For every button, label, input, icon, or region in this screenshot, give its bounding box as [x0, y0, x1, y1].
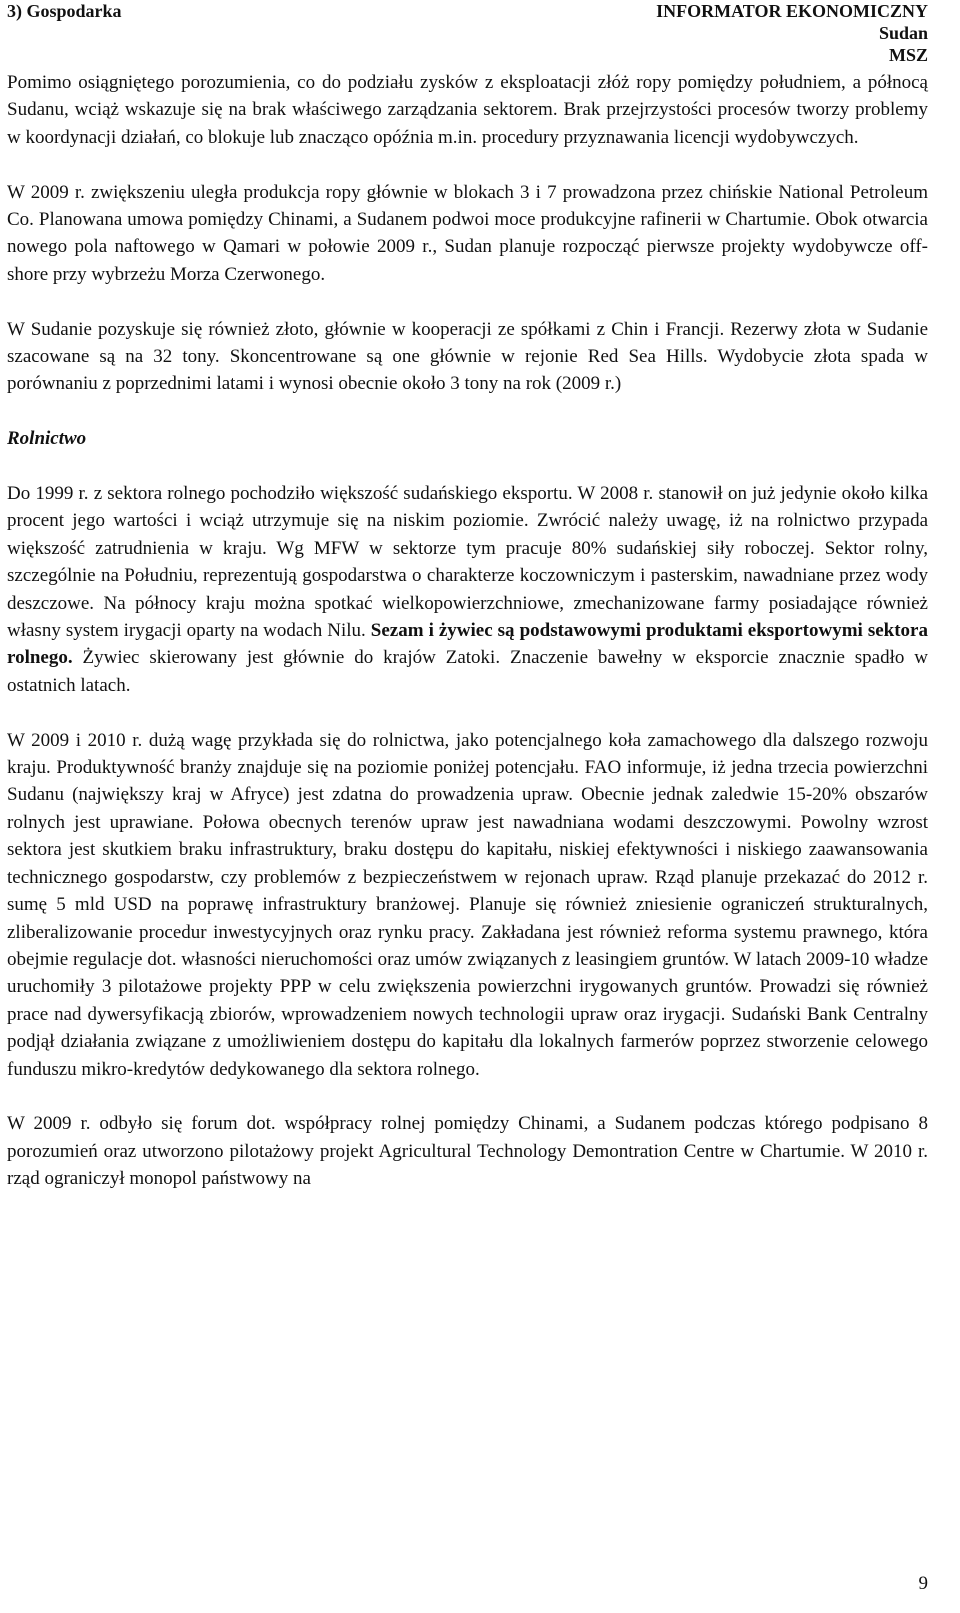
agriculture-text-part1: Do 1999 r. z sektora rolnego pochodziło większość sudańskiego eksportu. W 2008 r. stanowił on już jedynie około kilka procent jego wartości i wciąż utrzymuje się na niskim poziomie. Zwrócić należy uwagę, iż na rolnictwo przypada większość zatrudnienia w kraju. Wg MFW w sektorze tym pracuje 80% sudańskiej siły roboczej. Sektor rolny, szczególnie na Południu, reprezentują gospodarstwa o charakterze koczowniczym i pasterskim, nawadniane przez wody deszczowe. Na północy kraju można spotkać wielkopowierzchniowe, zmechanizowane farmy posiadające również własny system irygacji oparty na wodach Nilu. [7, 483, 928, 642]
page-number: 9 [918, 1573, 928, 1594]
header-ministry: MSZ [888, 45, 928, 65]
document-body [7, 69, 928, 1220]
paragraph-agriculture-development: W 2009 i 2010 r. dużą wagę przykłada się do rolnictwa, jako potencjalnego koła zamachowego dla dalszego rozwoju kraju. Produktywność branży znajduje się na poziomie poniżej potencjału. FAO informuje, iż jedna trzecia powierzchni Sudanu (największy kraj w Afryce) jest zdatna do prowadzenia upraw. Obecnie jednak zaledwie 15-20% obszarów rolnych jest uprawiane. Połowa obecnych terenów upraw jest nawadniana wodami deszczowymi. Powolny wzrost sektora jest skutkiem braku infrastruktury, braku dostępu do kapitału, niskiej efektywności i niskiego zaawansowania technicznego gospodarstw, czy problemów z bezpieczeństwem w rejonach upraw. Rząd planuje przekazać do 2012 r. sumę 5 mld USD na poprawę infrastruktury branżowej. Planuje się również zniesienie ograniczeń strukturalnych, zliberalizowanie procedur inwestycyjnych oraz rynku pracy. Zakładana jest również reforma systemu prawnego, która obejmie regulacje dot. własności nieruchomości oraz umów związanych z leasingiem gruntów. W latach 2009-10 władze uruchomiły 3 pilotażowe projekty PPP w celu zwiększenia powierzchni irygowanych gruntów. Prowadzi się również prace nad dywersyfikacją zbiorów, wprowadzeniem nowych technologii upraw oraz irygacji. Sudański Bank Centralny podjął działania związane z umożliwieniem dostępu do kapitału dla lokalnych farmerów poprzez stworzenie celowego funduszu mikro-kredytów dedykowanego dla sektora rolnego. [7, 729, 928, 1080]
paragraph-agriculture-china: W 2009 r. odbyło się forum dot. współpracy rolnej pomiędzy Chinami, a Sudanem podczas którego podpisano 8 porozumień oraz utworzono pilotażowy projekt Agricultural Technology Demontration Centre w Chartumie. W 2010 r. rząd ograniczył monopol państwowy na [7, 1113, 928, 1190]
paragraph-agriculture-exports [7, 480, 928, 699]
agriculture-text-bold: Sezam i żywiec są podstawowymi produktami eksportowymi sektora rolnego. [7, 620, 928, 669]
header-country: Sudan [878, 23, 928, 43]
agriculture-text-part2: Żywiec skierowany jest głównie do krajów Zatoki. Znaczenie bawełny w eksporcie znacznie spadło w ostatnich latach. [7, 647, 928, 696]
section-title-agriculture: Rolnictwo [7, 428, 87, 450]
header-publication: INFORMATOR EKONOMICZNY [656, 1, 928, 21]
paragraph-oil-production: W 2009 r. zwiększeniu uległa produkcja ropy głównie w blokach 3 i 7 prowadzona przez chińskie National Petroleum Co. Planowana umowa pomiędzy Chinami, a Sudanem podwoi moce produkcyjne rafinerii w Chartumie. Obok otwarcia nowego pola naftowego w Qamari w połowie 2009 r., Sudan planuje rozpocząć pierwsze projekty wydobywcze off-shore przy wybrzeżu Morza Czerwonego. [7, 181, 928, 285]
paragraph-gold: W Sudanie pozyskuje się również złoto, głównie w kooperacji ze spółkami z Chin i Francji. Rezerwy złota w Sudanie szacowane są na 32 tony. Skoncentrowane są one głównie w rejonie Red Sea Hills. Wydobycie złota spada w porównaniu z poprzednimi latami i wynosi obecnie około 3 tony na rok (2009 r.) [7, 318, 928, 395]
paragraph-oil-management: Pomimo osiągniętego porozumienia, co do podziału zysków z eksploatacji złóż ropy pomiędzy południem, a północą Sudanu, wciąż wskazuje się na brak właściwego zarządzania sektorem. Brak przejrzystości procesów tworzy problemy w koordynacji działań, co blokuje lub znacząco opóźnia m.in. procedury przyznawania licencji wydobywczych. [7, 72, 928, 148]
header-section: 3) Gospodarka [7, 1, 122, 21]
header-right-block [656, 0, 928, 66]
